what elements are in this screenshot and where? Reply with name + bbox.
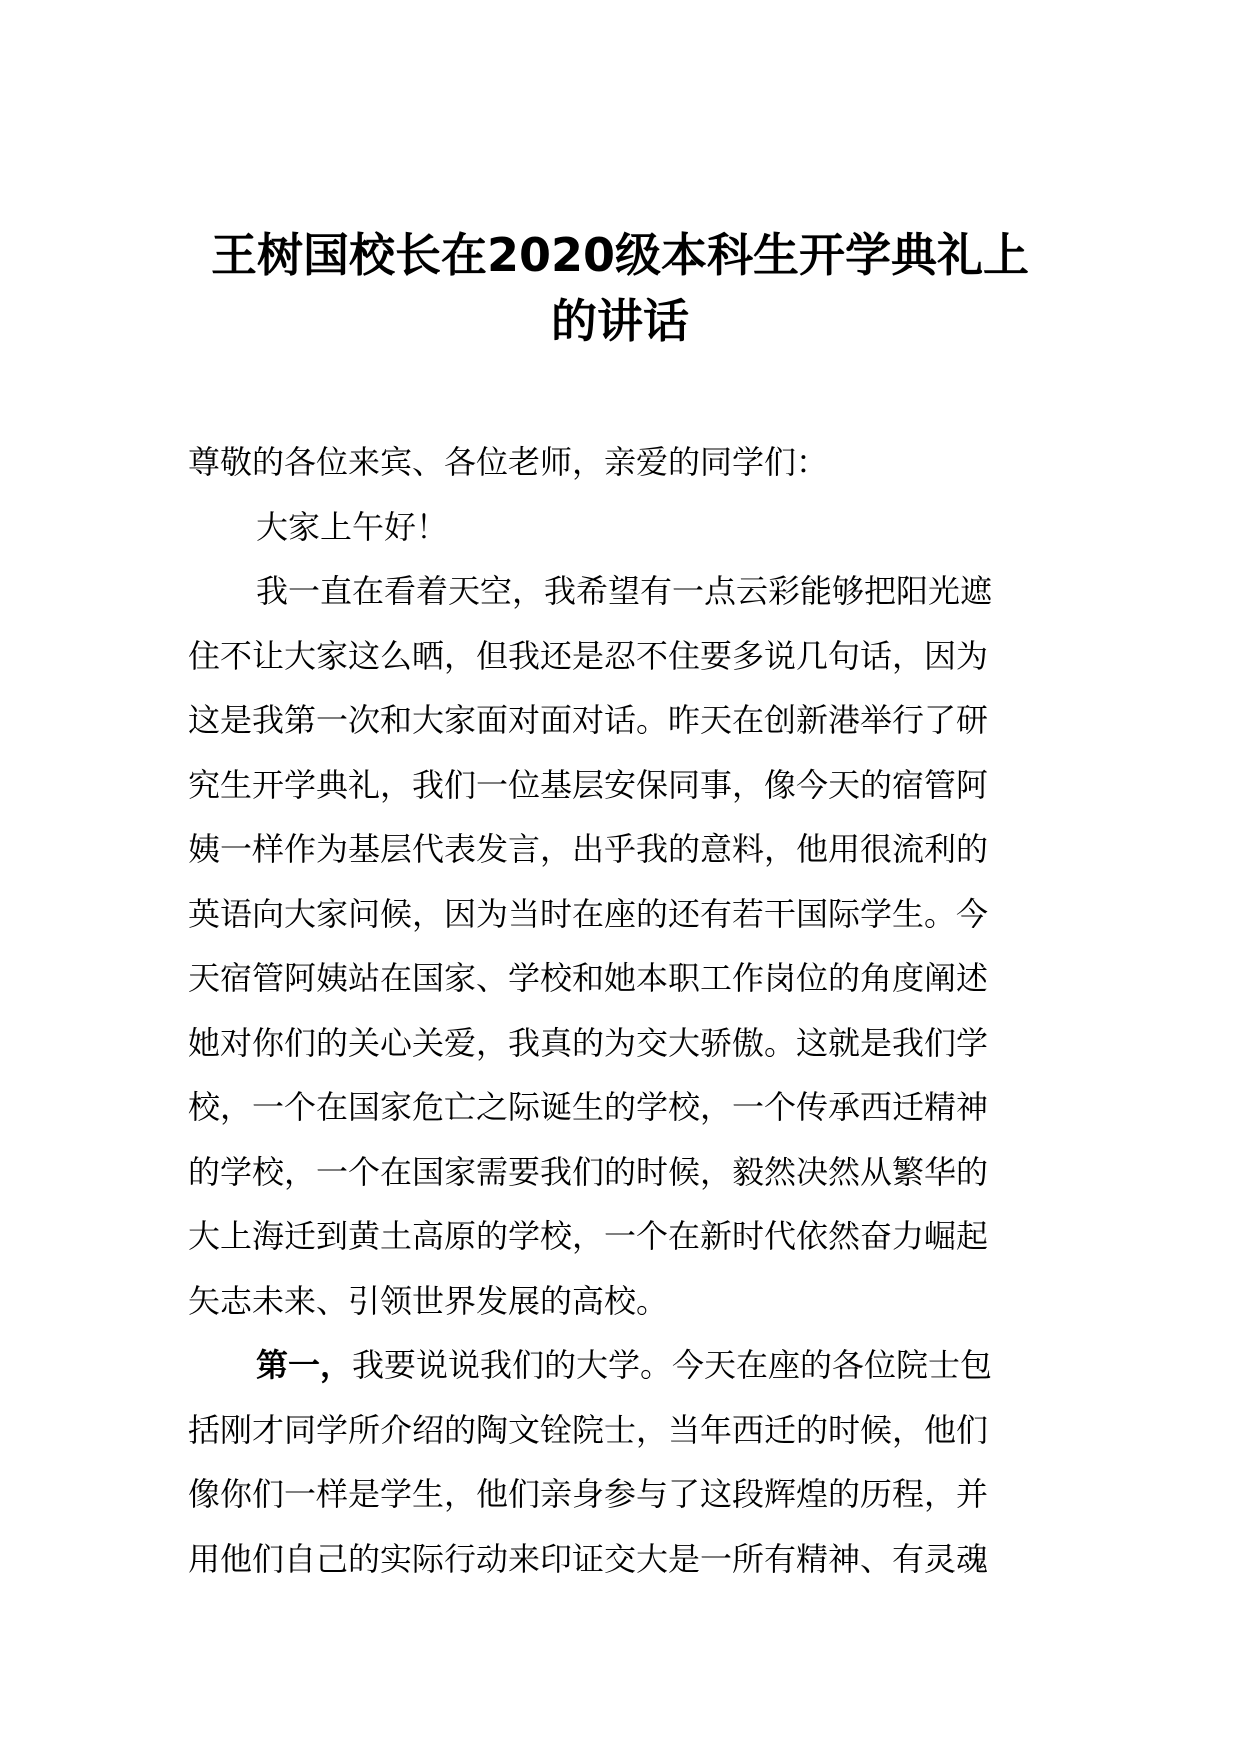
paragraph-line: 我一直在看着天空，我希望有一点云彩能够把阳光遮 <box>256 572 993 610</box>
paragraph-line: 用他们自己的实际行动来印证交大是一所有精神、有灵魂 <box>188 1539 989 1578</box>
paragraph-1 <box>188 559 1058 1333</box>
paragraph-first-text: 我要说说我们的大学。今天在座的各位院士包 <box>352 1346 993 1384</box>
salutation: 尊敬的各位来宾、各位老师，亲爱的同学们： <box>188 443 829 481</box>
paragraph-line: 这是我第一次和大家面对面对话。昨天在创新港举行了研 <box>188 701 989 739</box>
title-line-2: 的讲话 <box>551 294 689 348</box>
paragraph-line: 住不让大家这么晒，但我还是忍不住要多说几句话，因为 <box>188 636 989 675</box>
paragraph-line: 矢志未来、引领世界发展的高校。 <box>188 1281 669 1320</box>
paragraph-line: 天宿管阿姨站在国家、学校和她本职工作岗位的角度阐述 <box>188 959 989 997</box>
paragraph-line: 校，一个在国家危亡之际诞生的学校，一个传承西迁精神 <box>188 1088 989 1126</box>
paragraph-line: 英语向大家问候，因为当时在座的还有若干国际学生。今 <box>188 894 989 933</box>
paragraph-line <box>188 1333 1058 1398</box>
document-title <box>150 222 1090 354</box>
paragraph-line: 括刚才同学所介绍的陶文铨院士，当年西迁的时候，他们 <box>188 1410 989 1449</box>
document-body <box>188 430 1058 1591</box>
title-line-1: 王树国校长在2020级本科生开学典礼上 <box>210 228 1030 282</box>
greeting: 大家上午好！ <box>256 507 449 546</box>
paragraph-line: 的学校，一个在国家需要我们的时候，毅然决然从繁华的 <box>188 1152 989 1191</box>
paragraph-line: 大上海迁到黄土高原的学校，一个在新时代依然奋力崛起 <box>188 1217 989 1255</box>
paragraph-2 <box>188 1333 1058 1591</box>
paragraph-line: 像你们一样是学生，他们亲身参与了这段辉煌的历程，并 <box>188 1475 989 1513</box>
paragraph-line: 究生开学典礼，我们一位基层安保同事，像今天的宿管阿 <box>188 765 989 804</box>
paragraph-line: 她对你们的关心关爱，我真的为交大骄傲。这就是我们学 <box>188 1023 989 1062</box>
paragraph-line: 姨一样作为基层代表发言，出乎我的意料，他用很流利的 <box>188 830 989 868</box>
section-lead: 第一， <box>256 1346 353 1384</box>
